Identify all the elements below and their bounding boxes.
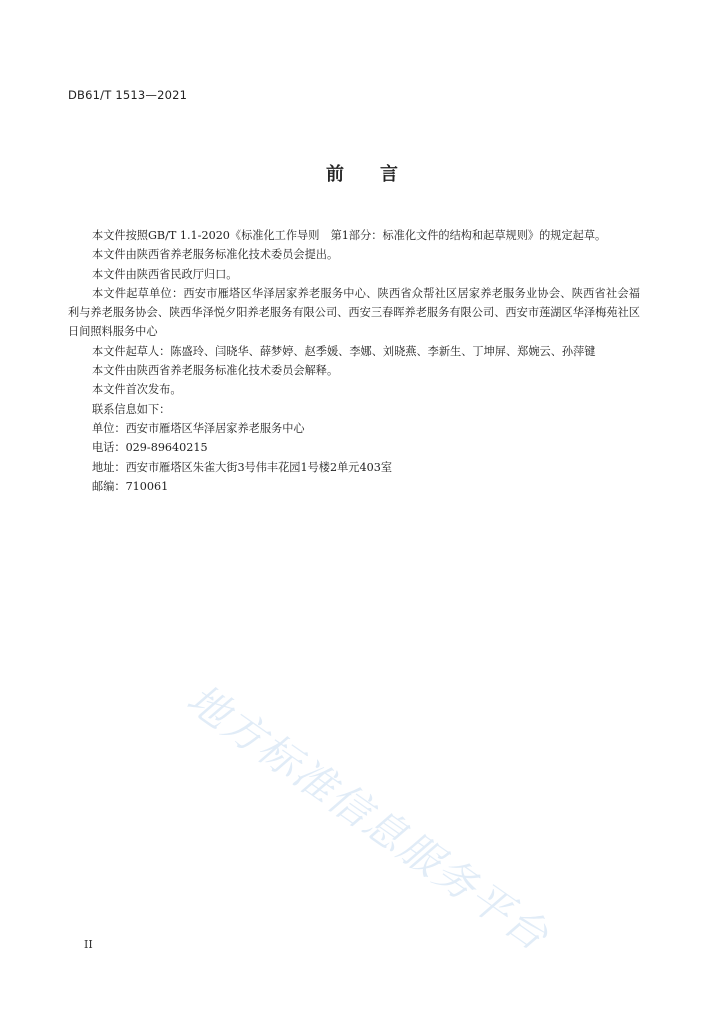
paragraph-drafters: 本文件起草人：陈盛玲、闫晓华、薛梦婷、赵季媛、李娜、刘晓燕、李新生、丁坤屏、郑婉云、孙萍键 bbox=[92, 344, 596, 358]
paragraph-contact-heading: 联系信息如下： bbox=[92, 402, 171, 416]
contact-postcode: 邮编：710061 bbox=[92, 479, 169, 493]
document-code: DB61/T 1513—2021 bbox=[68, 88, 188, 102]
paragraph-administered-by: 本文件由陕西省民政厅归口。 bbox=[92, 267, 238, 281]
contact-address: 地址：西安市雁塔区朱雀大街3号伟丰花园1号楼2单元403室 bbox=[92, 460, 393, 474]
contact-phone: 电话：029-89640215 bbox=[92, 441, 208, 455]
contact-unit: 单位：西安市雁塔区华泽居家养老服务中心 bbox=[92, 421, 305, 435]
section-title bbox=[0, 160, 724, 186]
paragraph-drafting-units: 本文件起草单位：西安市雁塔区华泽居家养老服务中心、陕西省众帮社区居家养老服务业协会、陕西省社会福利与养老服务协会、陕西华泽悦夕阳养老服务有限公司、西安三春晖养老服务有限公司、西安市莲湖区华泽梅苑社区日间照料服务中心 bbox=[68, 286, 640, 339]
foreword-body bbox=[68, 226, 640, 496]
title-char-1: 前 bbox=[326, 164, 344, 185]
paragraph-standard-basis: 本文件按照GB/T 1.1-2020《标准化工作导则 第1部分：标准化文件的结构和起草规则》的规定起草。 bbox=[92, 229, 607, 242]
watermark-text: 地方标准信息服务平台 bbox=[178, 674, 559, 961]
page-number: II bbox=[84, 938, 93, 951]
title-char-2: 言 bbox=[380, 164, 398, 185]
paragraph-proposed-by: 本文件由陕西省养老服务标准化技术委员会提出。 bbox=[92, 248, 339, 262]
paragraph-first-release: 本文件首次发布。 bbox=[92, 383, 182, 397]
paragraph-interpreted-by: 本文件由陕西省养老服务标准化技术委员会解释。 bbox=[92, 364, 339, 378]
